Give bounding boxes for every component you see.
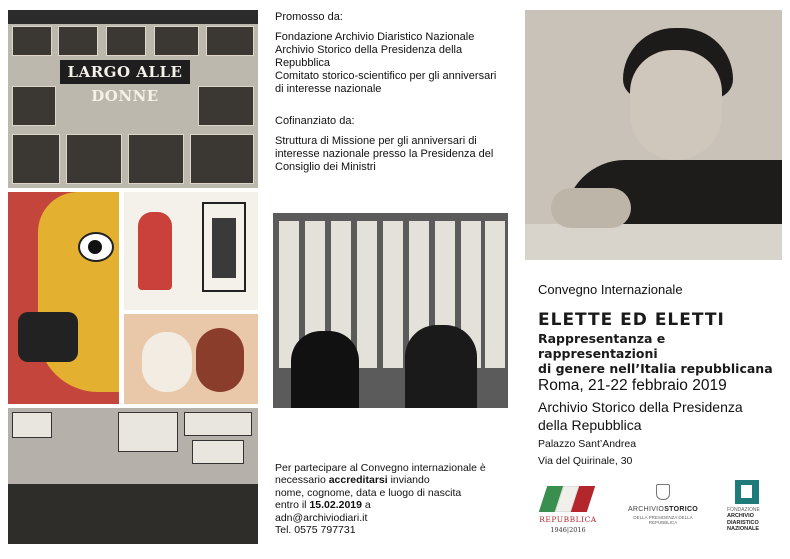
- repubblica-70-logo: [537, 482, 599, 538]
- fondazione-logo-line2: ARCHIVIO DIARISTICO NAZIONALE: [727, 513, 760, 532]
- registration-deadline: 15.02.2019: [309, 499, 362, 512]
- cartoon-eye: [78, 232, 114, 262]
- cartoon-mouth: [18, 312, 78, 362]
- fondazione-adn-logo: [727, 480, 783, 540]
- portrait-hand: [551, 188, 631, 228]
- archivio-logo-subtitle: DELLA PRESIDENZA DELLA REPUBBLICA: [633, 515, 693, 525]
- spectator-silhouette: [291, 331, 359, 408]
- portrait-paper: [525, 224, 782, 260]
- cofinanziato-line: Consiglio dei Ministri: [275, 161, 376, 173]
- cartoon-man-image: [8, 192, 119, 404]
- promosso-line: Comitato storico-scientifico per gli anniversari: [275, 70, 497, 82]
- quirinale-emblem-icon: [656, 484, 670, 500]
- registration-line: [275, 474, 515, 486]
- promosso-line: di interesse nazionale: [275, 83, 382, 95]
- newspaper-photo: [106, 26, 146, 56]
- venue-palazzo: Palazzo Sant’Andrea: [538, 438, 637, 450]
- venue-line: Archivio Storico della Presidenza: [538, 399, 743, 415]
- cartoon-woman-figure: [138, 212, 172, 290]
- newspaper-photo: [66, 134, 122, 184]
- poster: [118, 412, 178, 452]
- newspaper-photo: [128, 134, 184, 184]
- repubblica-logo-years: 1946|2016: [550, 526, 586, 534]
- newspaper-collage-image: [8, 10, 258, 188]
- registration-text: entro il: [275, 499, 310, 512]
- newspaper-photo: [154, 26, 199, 56]
- cartoon-figure-left: [142, 332, 192, 392]
- newspaper-photo: [58, 26, 98, 56]
- cofinanziato-line: Struttura di Missione per gli anniversari di: [275, 135, 477, 147]
- newspaper-photo: [206, 26, 254, 56]
- cofinanziato-line: interesse nazionale presso la Presidenza del: [275, 148, 494, 160]
- newspaper-photo: [12, 26, 52, 56]
- venue-address: Via del Quirinale, 30: [538, 455, 633, 467]
- promosso-list: [275, 31, 515, 96]
- fondazione-book-icon: [735, 480, 759, 504]
- registration-line: nome, cognome, data e luogo di nascita: [275, 486, 462, 499]
- newspaper-photo: [198, 86, 254, 126]
- registration-text: inviando: [387, 474, 430, 487]
- registration-info: [275, 462, 515, 536]
- cartoon-face: [38, 192, 119, 392]
- board-column: [357, 221, 377, 368]
- crowd: [8, 484, 258, 544]
- cartoon-frame: [202, 202, 246, 292]
- venue-line: della Repubblica: [538, 417, 642, 433]
- election-results-board-image: [273, 213, 508, 408]
- subtitle-line: Rappresentanza e rappresentazioni: [538, 331, 666, 361]
- registration-emphasis: accreditarsi: [328, 474, 388, 487]
- registration-text: necessario: [275, 474, 329, 487]
- subtitle-line: di genere nell’Italia repubblicana: [538, 361, 773, 376]
- archivio-logo-word: [624, 506, 702, 513]
- conference-subtitle: [538, 331, 783, 376]
- poster: [192, 440, 244, 464]
- archivio-logo-word-a: ARCHIVIO: [627, 506, 665, 513]
- woman-portrait-image: [525, 10, 782, 260]
- promosso-title: Promosso da:: [275, 11, 343, 23]
- registration-line: [275, 499, 515, 511]
- newspaper-headline: LARGO ALLE DONNE: [60, 60, 190, 84]
- poster: [12, 412, 52, 438]
- newspaper-photo: [12, 134, 60, 184]
- poster: [184, 412, 252, 436]
- cartoon-couple-image: [124, 314, 258, 404]
- portrait-face: [630, 50, 722, 160]
- cofinanziato-text: [275, 135, 515, 174]
- registration-line: Per partecipare al Convegno internazionale è: [275, 462, 486, 474]
- board-column: [383, 221, 403, 368]
- promosso-line: Fondazione Archivio Diaristico Nazionale: [275, 31, 475, 43]
- cartoon-woman-image: [124, 192, 258, 310]
- fondazione-logo-line1: FONDAZIONE: [727, 507, 760, 513]
- repubblica-logo-word: REPUBBLICA: [539, 515, 597, 524]
- registration-phone: Tel. 0575 797731: [275, 524, 356, 537]
- board-column: [485, 221, 505, 368]
- promosso-line: Repubblica: [275, 57, 331, 69]
- newspaper-photo: [12, 86, 56, 126]
- conference-title: ELETTE ED ELETTI: [538, 310, 725, 330]
- newspaper-strip: [8, 10, 258, 24]
- archivio-logo-word-b: STORICO: [664, 506, 699, 513]
- registration-email[interactable]: adn@archiviodiari.it: [275, 511, 368, 524]
- archivio-storico-logo: [624, 484, 702, 530]
- promosso-line: Archivio Storico della Presidenza della: [275, 44, 463, 56]
- conference-date: Roma, 21-22 febbraio 2019: [538, 377, 727, 394]
- registration-text: a: [362, 499, 371, 512]
- cofinanziato-title: Cofinanziato da:: [275, 115, 355, 127]
- election-posters-image: [8, 408, 258, 544]
- conference-venue: [538, 398, 778, 434]
- conference-type: Convegno Internazionale: [538, 282, 683, 297]
- newspaper-photo: [190, 134, 254, 184]
- spectator-silhouette: [405, 325, 477, 408]
- cartoon-figure-right: [196, 328, 244, 392]
